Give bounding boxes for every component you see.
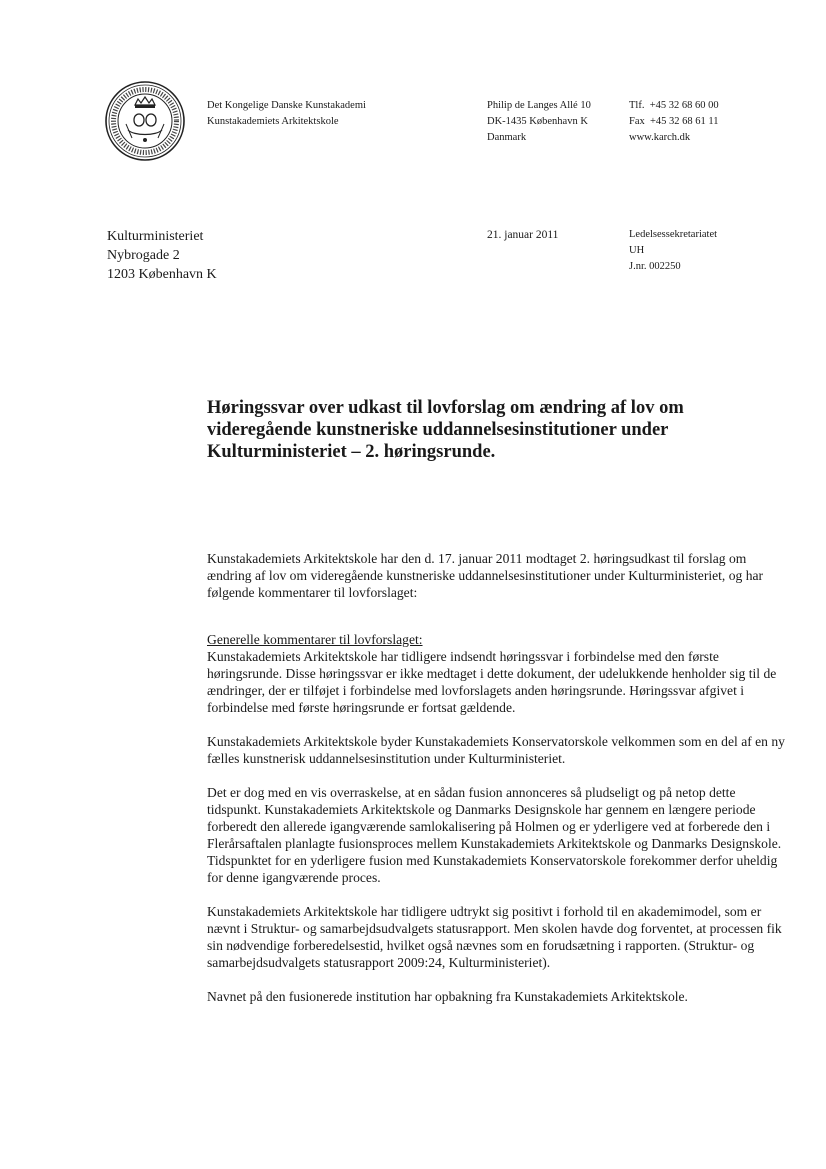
letterhead-address bbox=[487, 98, 591, 146]
paragraph-2: Kunstakademiets Arkitektskole byder Kunstakademiets Konservatorskole velkommen som en del af en ny fælles kunstnerisk uddannelsesinstitution under Kulturministeriet. bbox=[207, 734, 785, 766]
paragraph-3b: Tidspunktet for en yderligere fusion med Kunstakademiets Konservatorskole forekommer derfor uheldig for denne igangværende proces. bbox=[207, 853, 778, 885]
school-name: Kunstakademiets Arkitektskole bbox=[207, 116, 339, 127]
letterhead-contact bbox=[629, 98, 719, 146]
reference-block bbox=[629, 227, 717, 275]
address-street: Philip de Langes Allé 10 bbox=[487, 100, 591, 111]
recipient-address bbox=[107, 227, 217, 284]
recipient-city: 1203 København K bbox=[107, 267, 217, 282]
letter-body bbox=[207, 550, 787, 1022]
paragraph-4: Kunstakademiets Arkitektskole har tidligere udtrykt sig positivt i forhold til en akademimodel, som er nævnt i Struktur- og samarbejdsudvalgets statusrapport. Men skolen havde dog forventet, at processen fik sin nødvendige forberedelsestid, hvilket også nævnes som en forudsætning i rapporten. (Struktur- og samarbejdsudvalgets statusrapport 2009:24, Kulturministeriet). bbox=[207, 904, 782, 970]
phone-number: Tlf. +45 32 68 60 00 bbox=[629, 100, 719, 111]
address-country: Danmark bbox=[487, 132, 527, 143]
paragraph-1: Kunstakademiets Arkitektskole har tidligere indsendt høringssvar i forbindelse med den første høringsrunde. Disse høringssvar er ikke medtaget i dette dokument, der udelukkende henholder sig til de ændringer, der er tilføjet i forbindelse med lovforslagets anden høringsrunde. Høringssvar afgivet i forbindelse med første høringsrunde er fortsat gældende. bbox=[207, 649, 777, 715]
intro-paragraph: Kunstakademiets Arkitektskole har den d. 17. januar 2011 modtaget 2. høringsudkast til forslag om ændring af lov om videregående kunstneriske uddannelsesinstitutioner under Kulturministeriet, og har følgende kommentarer til lovforslaget: bbox=[207, 551, 764, 600]
paragraph-5: Navnet på den fusionerede institution har opbakning fra Kunstakademiets Arkitektskole. bbox=[207, 989, 688, 1004]
recipient-name: Kulturministeriet bbox=[107, 229, 204, 244]
academy-seal-logo bbox=[104, 80, 186, 162]
letter-date: 21. januar 2011 bbox=[487, 229, 559, 241]
recipient-street: Nybrogade 2 bbox=[107, 248, 180, 263]
website: www.karch.dk bbox=[629, 132, 691, 143]
paragraph-3: Det er dog med en vis overraskelse, at en sådan fusion annonceres så pludseligt og på netop dette tidspunkt. Kunstakademiets Arkitektskole og Danmarks Designskole har gennem en længere periode forberedt den allerede igangværende samlokalisering på Holmen og er yderligere ved at forberede den i Flerårsaftalen planlagte fusionsproces mellem Kunstakademiets Arkitektskole og Danmarks Designskole. bbox=[207, 785, 782, 851]
address-city: DK-1435 København K bbox=[487, 116, 588, 127]
reference-department: Ledelsessekretariatet bbox=[629, 229, 718, 240]
document-title: Høringssvar over udkast til lovforslag om ændring af lov om videregående kunstneriske uddannelsesinstitutioner under Kulturministeriet – 2. høringsrunde. bbox=[207, 398, 684, 462]
org-name: Det Kongelige Danske Kunstakademi bbox=[207, 100, 366, 111]
section-heading: Generelle kommentarer til lovforslaget: bbox=[207, 632, 423, 647]
reference-initials: UH bbox=[629, 245, 645, 256]
letterhead-org bbox=[207, 98, 366, 130]
fax-number: Fax +45 32 68 61 11 bbox=[629, 116, 719, 127]
reference-journal: J.nr. 002250 bbox=[629, 261, 681, 272]
